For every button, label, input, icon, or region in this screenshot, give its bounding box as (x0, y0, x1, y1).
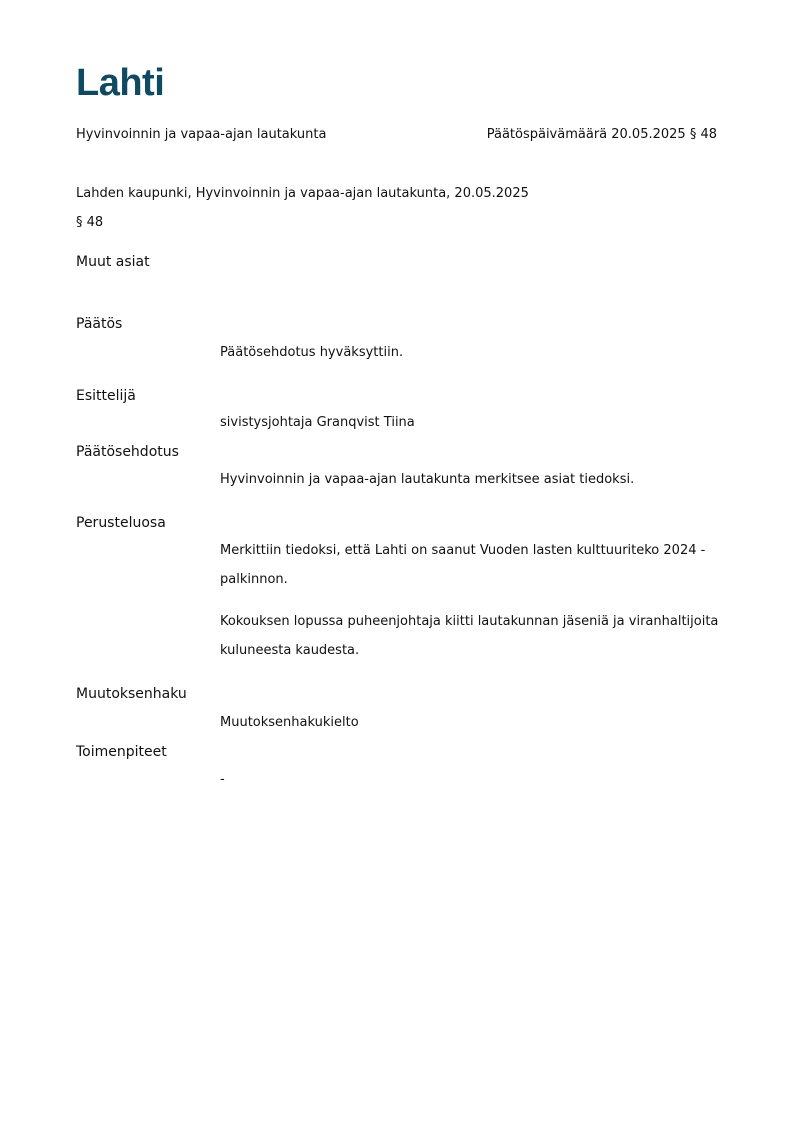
rationale-paragraph-1: Merkittiin tiedoksi, että Lahti on saanut Vuoden lasten kulttuuriteko 2024 -palkinnon. (220, 543, 706, 587)
decision-text: Päätösehdotus hyväksyttiin. (220, 345, 404, 360)
actions-label: Toimenpiteet (76, 744, 167, 760)
decision-label: Päätös (76, 316, 123, 332)
header-decision-date: Päätöspäivämäärä 20.05.2025 § 48 (486, 127, 717, 142)
rationale-paragraph-2: Kokouksen lopussa puheenjohtaja kiitti lautakunnan jäseniä ja viranhaltijoita kuluneesta kaudesta. (220, 614, 719, 658)
meeting-line: Lahden kaupunki, Hyvinvoinnin ja vapaa-ajan lautakunta, 20.05.2025 (76, 186, 529, 201)
presenter-text: sivistysjohtaja Granqvist Tiina (220, 415, 415, 430)
header-committee: Hyvinvoinnin ja vapaa-ajan lautakunta (76, 127, 327, 142)
actions-text: - (220, 772, 225, 787)
section-number: § 48 (76, 215, 104, 230)
rationale-label: Perusteluosa (76, 515, 166, 531)
appeal-text: Muutoksenhakukielto (220, 715, 359, 730)
presenter-label: Esittelijä (76, 388, 136, 404)
page-title: Muut asiat (76, 254, 150, 270)
lahti-logo: Lahti (76, 62, 165, 104)
proposal-text: Hyvinvoinnin ja vapaa-ajan lautakunta merkitsee asiat tiedoksi. (220, 472, 635, 487)
appeal-label: Muutoksenhaku (76, 686, 187, 702)
proposal-label: Päätösehdotus (76, 444, 179, 460)
